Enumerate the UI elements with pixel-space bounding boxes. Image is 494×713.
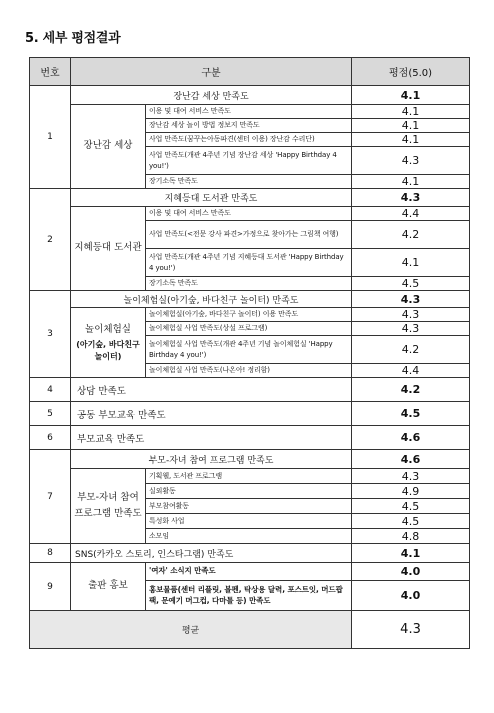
table-row xyxy=(30,426,470,450)
section-title: 장난감 세상 만족도 xyxy=(71,86,352,105)
evaluation-table xyxy=(29,57,470,649)
item-score: 4.1 xyxy=(352,119,470,133)
item-text: 사업 만족도(꿈꾸는아동파견(센터 이용) 장난감 수리단) xyxy=(146,133,352,147)
area-label: 출판 홍보 xyxy=(71,563,146,611)
item-text: 소모임 xyxy=(146,529,352,544)
row-score: 4.5 xyxy=(352,402,470,426)
item-score: 4.1 xyxy=(352,105,470,119)
item-score: 4.5 xyxy=(352,277,470,291)
item-text: 사업 만족도(개관 4주년 기념 장난감 세상 'Happy Birthday 4 you!') xyxy=(146,147,352,175)
section-score: 4.3 xyxy=(352,189,470,207)
item-score: 4.0 xyxy=(352,581,470,611)
item-text: 놀이체험실(아기숲, 바다친구 놀이터) 이용 만족도 xyxy=(146,308,352,322)
average-score: 4.3 xyxy=(352,611,470,649)
row-number: 1 xyxy=(30,86,71,189)
item-score: 4.3 xyxy=(352,469,470,484)
table-row xyxy=(30,207,470,221)
table-row xyxy=(30,308,470,322)
table-row xyxy=(30,105,470,119)
item-text: 놀이체험실 사업 만족도(상설 프로그램) xyxy=(146,322,352,336)
table-row xyxy=(30,544,470,563)
row-label: 공동 부모교육 만족도 xyxy=(71,402,352,426)
section-title: 지혜등대 도서관 만족도 xyxy=(71,189,352,207)
item-text: 사업 만족도(<전문 강사 파견>가정으로 찾아가는 그림책 여행) xyxy=(146,221,352,249)
table-row xyxy=(30,86,470,105)
row-number: 6 xyxy=(30,426,71,450)
row-score: 4.2 xyxy=(352,378,470,402)
item-text: 장난감 세상 놀이 방법 정보지 만족도 xyxy=(146,119,352,133)
area-label: 지혜등대 도서관 xyxy=(71,207,146,291)
table-row xyxy=(30,402,470,426)
header-score: 평점(5.0) xyxy=(352,58,470,86)
header-no: 번호 xyxy=(30,58,71,86)
row-score: 4.6 xyxy=(352,426,470,450)
item-text: 이용 및 대여 서비스 만족도 xyxy=(146,105,352,119)
row-number: 8 xyxy=(30,544,71,563)
item-score: 4.3 xyxy=(352,322,470,336)
item-score: 4.3 xyxy=(352,147,470,175)
item-score: 4.1 xyxy=(352,249,470,277)
item-score: 4.0 xyxy=(352,563,470,581)
row-score: 4.1 xyxy=(352,544,470,563)
item-score: 4.4 xyxy=(352,364,470,378)
row-number: 7 xyxy=(30,450,71,544)
average-label: 평균 xyxy=(30,611,352,649)
table-row xyxy=(30,189,470,207)
row-label: 부모교육 만족도 xyxy=(71,426,352,450)
table-row xyxy=(30,378,470,402)
item-text: 놀이체험실 사업 만족도(개관 4주년 기념 놀이체험실 'Happy Birthday 4 you!') xyxy=(146,336,352,364)
area-label: 부모-자녀 참여 프로그램 만족도 xyxy=(71,469,146,544)
item-text: 이용 및 대여 서비스 만족도 xyxy=(146,207,352,221)
item-score: 4.2 xyxy=(352,221,470,249)
row-label: SNS(카카오 스토리, 인스타그램) 만족도 xyxy=(71,544,352,563)
row-number: 5 xyxy=(30,402,71,426)
row-label: 상담 만족도 xyxy=(71,378,352,402)
row-number: 2 xyxy=(30,189,71,291)
item-text: '여자' 소식지 만족도 xyxy=(146,563,352,581)
table-header-row xyxy=(30,58,470,86)
item-score: 4.8 xyxy=(352,529,470,544)
table-row xyxy=(30,563,470,581)
item-text: 장기소독 만족도 xyxy=(146,175,352,189)
area-label-sub: (아기숲, 바다친구 놀이터) xyxy=(76,339,140,361)
section-title: 놀이체험실(아기숲, 바다친구 놀이터) 만족도 xyxy=(71,291,352,308)
item-text: 기획웰, 도서관 프로그램 xyxy=(146,469,352,484)
item-text: 장기소독 만족도 xyxy=(146,277,352,291)
section-score: 4.3 xyxy=(352,291,470,308)
item-score: 4.9 xyxy=(352,484,470,499)
item-text: 놀이체험실 사업 만족도(나온아! 정리함) xyxy=(146,364,352,378)
page-heading: 5. 세부 평점결과 xyxy=(25,31,121,46)
item-score: 4.3 xyxy=(352,308,470,322)
section-title: 부모-자녀 참여 프로그램 만족도 xyxy=(71,450,352,469)
item-score: 4.1 xyxy=(352,175,470,189)
average-row xyxy=(30,611,470,649)
item-text: 홍보물품(센터 리플릿, 볼펜, 탁상용 달력, 포스트잇, 머드팝팩, 문예기 머그컵, 다마틀 등) 만족도 xyxy=(146,581,352,611)
header-category: 구분 xyxy=(71,58,352,86)
item-score: 4.2 xyxy=(352,336,470,364)
area-label-main: 놀이체험실 xyxy=(85,324,131,336)
item-score: 4.1 xyxy=(352,133,470,147)
section-score: 4.1 xyxy=(352,86,470,105)
item-text: 부모참여활동 xyxy=(146,499,352,514)
table-row xyxy=(30,469,470,484)
item-score: 4.4 xyxy=(352,207,470,221)
section-score: 4.6 xyxy=(352,450,470,469)
item-text: 실외활동 xyxy=(146,484,352,499)
item-text: 사업 만족도(개관 4주년 기념 지혜등대 도서관 'Happy Birthday 4 you!') xyxy=(146,249,352,277)
area-label xyxy=(71,308,146,378)
item-score: 4.5 xyxy=(352,499,470,514)
row-number: 4 xyxy=(30,378,71,402)
table-row xyxy=(30,450,470,469)
row-number: 3 xyxy=(30,291,71,378)
area-label: 장난감 세상 xyxy=(71,105,146,189)
table-row xyxy=(30,291,470,308)
item-score: 4.5 xyxy=(352,514,470,529)
item-text: 특성화 사업 xyxy=(146,514,352,529)
row-number: 9 xyxy=(30,563,71,611)
